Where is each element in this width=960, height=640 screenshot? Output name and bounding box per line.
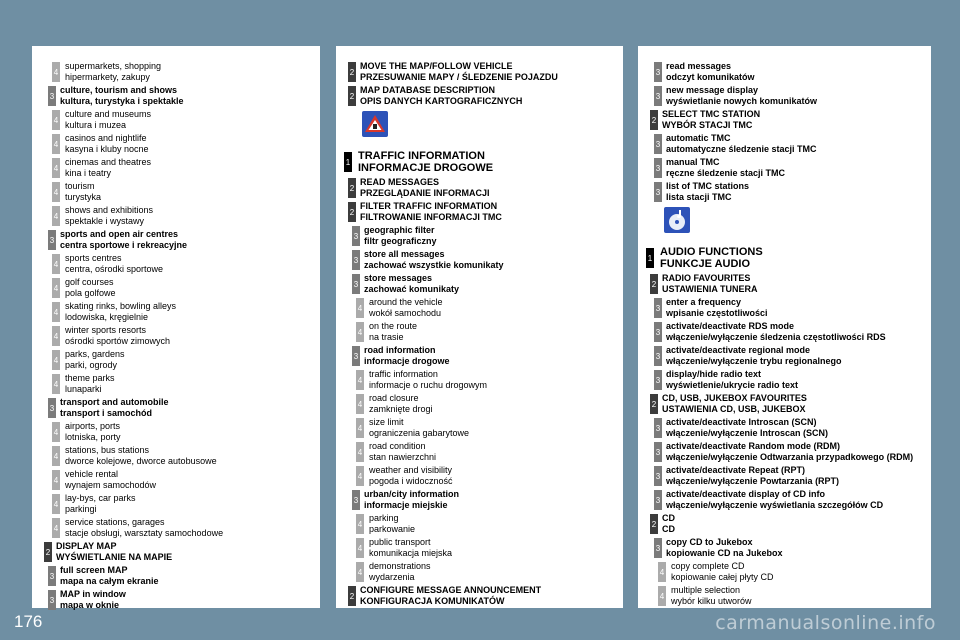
entry-label-en: CONFIGURE MESSAGE ANNOUNCEMENT [360, 585, 542, 595]
entry-label-pl: komunikacja miejska [369, 548, 453, 558]
entry-label-en: service stations, garages [65, 517, 165, 527]
entry-label-pl: włączenie/wyłączenie wyświetlania szczegółów CD [666, 500, 884, 510]
entry-label-en: enter a frequency [666, 297, 742, 307]
level-badge: 4 [52, 518, 60, 538]
entry-label-pl: pola golfowe [65, 288, 116, 298]
menu-entry [638, 584, 931, 608]
menu-entry [638, 368, 931, 392]
index-column-3 [638, 46, 931, 608]
menu-entry [32, 492, 320, 516]
menu-entry [638, 392, 931, 416]
menu-entry [32, 252, 320, 276]
level-badge: 4 [52, 62, 60, 82]
entry-label-pl: zachować wszystkie komunikaty [364, 260, 504, 270]
entry-label-en: size limit [369, 417, 404, 427]
entry-label-en: activate/deactivate Repeat (RPT) [666, 465, 806, 475]
menu-entry [638, 84, 931, 108]
menu-entry [32, 204, 320, 228]
entry-label-pl: zamknięte drogi [369, 404, 433, 414]
entry-label-en: multiple selection [671, 585, 741, 595]
menu-entry [32, 348, 320, 372]
level-badge: 3 [654, 466, 662, 486]
level-badge: 1 [646, 248, 654, 268]
level-badge: 4 [356, 322, 364, 342]
entry-label-en: full screen MAP [60, 565, 128, 575]
entry-label-pl: parkingi [65, 504, 97, 514]
entry-label-en: winter sports resorts [65, 325, 147, 335]
menu-entry [336, 224, 623, 248]
entry-label-pl: mapa na całym ekranie [60, 576, 159, 586]
menu-entry [32, 60, 320, 84]
entry-label-pl: PRZESUWANIE MAPY / ŚLEDZENIE POJAZDU [360, 72, 558, 82]
menu-entry [336, 272, 623, 296]
entry-label-pl: ręczne śledzenie stacji TMC [666, 168, 786, 178]
entry-label-pl: PRZEGLĄDANIE INFORMACJI [360, 188, 490, 198]
menu-entry [638, 296, 931, 320]
entry-label-en: store messages [364, 273, 433, 283]
level-badge: 3 [654, 134, 662, 154]
entry-label-pl: WYBÓR STACJI TMC [662, 120, 753, 130]
level-badge: 2 [44, 542, 52, 562]
level-badge: 3 [654, 298, 662, 318]
menu-entry [32, 300, 320, 324]
entry-label-pl: dworce kolejowe, dworce autobusowe [65, 456, 217, 466]
level-badge: 3 [654, 418, 662, 438]
entry-label-pl: wokół samochodu [369, 308, 442, 318]
menu-entry [638, 560, 931, 584]
entry-label-en: copy CD to Jukebox [666, 537, 753, 547]
level-badge: 4 [356, 370, 364, 390]
menu-entry [336, 560, 623, 584]
level-badge: 4 [52, 302, 60, 322]
entry-label-pl: USTAWIENIA CD, USB, JUKEBOX [662, 404, 806, 414]
level-badge: 2 [348, 86, 356, 106]
entry-label-pl: wydarzenia [369, 572, 415, 582]
entry-label-en: CD [662, 513, 675, 523]
level-badge: 4 [356, 562, 364, 582]
entry-label-en: theme parks [65, 373, 115, 383]
menu-entry [638, 464, 931, 488]
entry-label-pl: włączenie/wyłączenie Introscan (SCN) [666, 428, 829, 438]
entry-label-en: vehicle rental [65, 469, 119, 479]
level-badge: 4 [52, 158, 60, 178]
level-badge: 3 [654, 346, 662, 366]
entry-label-en: automatic TMC [666, 133, 731, 143]
entry-label-pl: informacje drogowe [364, 356, 450, 366]
entry-label-en: store all messages [364, 249, 445, 259]
level-badge: 4 [52, 254, 60, 274]
level-badge: 4 [52, 494, 60, 514]
entry-label-en: read messages [666, 61, 732, 71]
entry-label-en: casinos and nightlife [65, 133, 147, 143]
menu-entry [638, 60, 931, 84]
level-badge: 3 [352, 490, 360, 510]
level-badge: 3 [352, 226, 360, 246]
entry-label-pl: włączenie/wyłączenie Powtarzania (RPT) [666, 476, 840, 486]
entry-label-pl: ośrodki sportów zimowych [65, 336, 171, 346]
entry-label-pl: FUNKCJE AUDIO [660, 258, 751, 270]
menu-entry [32, 324, 320, 348]
entry-label-en: transport and automobile [60, 397, 169, 407]
entry-label-en: copy complete CD [671, 561, 745, 571]
level-badge: 3 [654, 62, 662, 82]
entry-label-pl: CD [662, 524, 675, 534]
entry-label-en: airports, ports [65, 421, 121, 431]
entry-label-pl: spektakle i wystawy [65, 216, 145, 226]
level-badge: 4 [356, 466, 364, 486]
menu-entry [336, 84, 623, 108]
menu-entry [638, 512, 931, 536]
entry-label-en: activate/deactivate RDS mode [666, 321, 795, 331]
entry-label-pl: centra sportowe i rekreacyjne [60, 240, 188, 250]
entry-label-en: stations, bus stations [65, 445, 150, 455]
entry-label-en: around the vehicle [369, 297, 443, 307]
level-badge: 4 [52, 278, 60, 298]
entry-label-pl: na trasie [369, 332, 404, 342]
entry-label-pl: wynajem samochodów [65, 480, 157, 490]
entry-label-en: manual TMC [666, 157, 720, 167]
entry-label-en: DISPLAY MAP [56, 541, 117, 551]
level-badge: 3 [352, 250, 360, 270]
entry-label-en: lay-bys, car parks [65, 493, 136, 503]
entry-label-en: RADIO FAVOURITES [662, 273, 751, 283]
watermark: carmanualsonline.info [715, 612, 936, 634]
menu-entry [336, 512, 623, 536]
menu-entry [638, 246, 931, 272]
level-badge: 2 [348, 62, 356, 82]
entry-label-pl: parki, ogrody [65, 360, 118, 370]
entry-label-pl: FILTROWANIE INFORMACJI TMC [360, 212, 502, 222]
menu-entry [638, 440, 931, 464]
level-badge: 2 [348, 586, 356, 606]
entry-label-pl: wyświetlanie nowych komunikatów [666, 96, 818, 106]
level-badge: 4 [52, 470, 60, 490]
entry-label-en: activate/deactivate regional mode [666, 345, 811, 355]
entry-label-pl: USTAWIENIA TUNERA [662, 284, 758, 294]
entry-label-pl: odczyt komunikatów [666, 72, 755, 82]
menu-entry [32, 132, 320, 156]
entry-label-en: shows and exhibitions [65, 205, 154, 215]
entry-label-pl: WYŚWIETLANIE NA MAPIE [56, 552, 173, 562]
level-badge: 3 [654, 86, 662, 106]
level-badge: 2 [650, 110, 658, 130]
level-badge: 4 [52, 134, 60, 154]
level-badge: 3 [654, 538, 662, 558]
entry-label-pl: informacje o ruchu drogowym [369, 380, 488, 390]
menu-entry [638, 488, 931, 512]
level-badge: 2 [348, 202, 356, 222]
level-badge: 3 [654, 370, 662, 390]
entry-label-en: SELECT TMC STATION [662, 109, 761, 119]
menu-entry [336, 440, 623, 464]
entry-label-en: new message display [666, 85, 759, 95]
entry-label-en: skating rinks, bowling alleys [65, 301, 177, 311]
menu-entry [32, 276, 320, 300]
entry-label-en: road condition [369, 441, 426, 451]
menu-entry [32, 444, 320, 468]
entry-label-pl: wyświetlenie/ukrycie radio text [666, 380, 799, 390]
menu-entry [32, 372, 320, 396]
level-badge: 3 [654, 490, 662, 510]
level-badge: 4 [52, 110, 60, 130]
entry-label-pl: automatyczne śledzenie stacji TMC [666, 144, 817, 154]
menu-entry [336, 60, 623, 84]
menu-entry [638, 416, 931, 440]
entry-label-en: activate/deactivate Introscan (SCN) [666, 417, 817, 427]
entry-label-pl: turystyka [65, 192, 102, 202]
level-badge: 2 [650, 274, 658, 294]
level-badge: 3 [352, 274, 360, 294]
entry-label-en: culture, tourism and shows [60, 85, 178, 95]
entry-label-en: tourism [65, 181, 95, 191]
entry-label-en: READ MESSAGES [360, 177, 440, 187]
menu-entry [32, 84, 320, 108]
menu-entry [336, 248, 623, 272]
level-badge: 4 [356, 394, 364, 414]
entry-label-en: geographic filter [364, 225, 435, 235]
level-badge: 1 [344, 152, 352, 172]
level-badge: 3 [48, 398, 56, 418]
entry-label-en: urban/city information [364, 489, 460, 499]
menu-entry [336, 416, 623, 440]
menu-entry [336, 320, 623, 344]
menu-entry [638, 272, 931, 296]
audio-cd-icon [638, 204, 931, 242]
level-badge: 4 [52, 206, 60, 226]
entry-label-pl: stan nawierzchni [369, 452, 437, 462]
level-badge: 2 [348, 178, 356, 198]
entry-label-en: sports centres [65, 253, 122, 263]
entry-label-en: activate/deactivate display of CD info [666, 489, 826, 499]
menu-entry [32, 396, 320, 420]
entry-label-pl: hipermarkety, zakupy [65, 72, 150, 82]
menu-entry [336, 536, 623, 560]
entry-label-pl: lunaparki [65, 384, 102, 394]
level-badge: 3 [48, 230, 56, 250]
level-badge: 4 [52, 446, 60, 466]
level-badge: 4 [52, 350, 60, 370]
level-badge: 4 [52, 326, 60, 346]
entry-label-pl: wpisanie częstotliwości [666, 308, 768, 318]
level-badge: 3 [654, 158, 662, 178]
menu-entry [638, 132, 931, 156]
entry-label-en: supermarkets, shopping [65, 61, 162, 71]
entry-label-pl: filtr geograficzny [364, 236, 437, 246]
entry-label-en: golf courses [65, 277, 114, 287]
entry-label-pl: lotniska, porty [65, 432, 121, 442]
level-badge: 4 [52, 182, 60, 202]
menu-entry [638, 108, 931, 132]
entry-label-en: display/hide radio text [666, 369, 762, 379]
page-number: 176 [14, 612, 43, 631]
menu-entry [32, 540, 320, 564]
entry-label-pl: kina i teatry [65, 168, 112, 178]
level-badge: 4 [52, 422, 60, 442]
entry-label-en: road information [364, 345, 436, 355]
level-badge: 3 [48, 566, 56, 586]
entry-label-pl: lodowiska, kręgielnie [65, 312, 149, 322]
level-badge: 4 [356, 514, 364, 534]
level-badge: 3 [352, 346, 360, 366]
entry-label-pl: włączenie/wyłączenie Odtwarzania przypadkowego (RDM) [666, 452, 914, 462]
menu-entry [32, 180, 320, 204]
entry-label-en: sports and open air centres [60, 229, 179, 239]
entry-label-pl: kopiowanie całej płyty CD [671, 572, 774, 582]
level-badge: 2 [650, 394, 658, 414]
entry-label-pl: zachować komunikaty [364, 284, 460, 294]
menu-entry [32, 588, 320, 612]
entry-label-en: MAP in window [60, 589, 126, 599]
entry-label-en: demonstrations [369, 561, 431, 571]
entry-label-pl: parkowanie [369, 524, 416, 534]
menu-entry [32, 468, 320, 492]
entry-label-pl: kasyna i kluby nocne [65, 144, 149, 154]
menu-entry [32, 156, 320, 180]
menu-entry [638, 536, 931, 560]
entry-label-pl: lista stacji TMC [666, 192, 732, 202]
menu-entry [336, 176, 623, 200]
entry-label-en: on the route [369, 321, 418, 331]
level-badge: 4 [52, 374, 60, 394]
entry-label-pl: kultura, turystyka i spektakle [60, 96, 184, 106]
menu-entry [336, 200, 623, 224]
entry-label-en: traffic information [369, 369, 438, 379]
level-badge: 2 [650, 514, 658, 534]
entry-label-pl: pogoda i widoczność [369, 476, 453, 486]
entry-label-pl: INFORMACJE DROGOWE [358, 162, 494, 174]
entry-label-pl: stacje obsługi, warsztaty samochodowe [65, 528, 224, 538]
entry-label-en: FILTER TRAFFIC INFORMATION [360, 201, 498, 211]
level-badge: 4 [356, 538, 364, 558]
entry-label-en: public transport [369, 537, 431, 547]
entry-label-pl: włączenie/wyłączenie śledzenia częstotliwości RDS [666, 332, 886, 342]
entry-label-pl: informacje miejskie [364, 500, 448, 510]
level-badge: 4 [356, 298, 364, 318]
entry-label-en: MAP DATABASE DESCRIPTION [360, 85, 496, 95]
menu-entry [32, 420, 320, 444]
entry-label-en: culture and museums [65, 109, 152, 119]
level-badge: 4 [658, 562, 666, 582]
entry-label-en: cinemas and theatres [65, 157, 152, 167]
entry-label-pl: transport i samochód [60, 408, 153, 418]
menu-entry [336, 150, 623, 176]
entry-label-en: MOVE THE MAP/FOLLOW VEHICLE [360, 61, 513, 71]
level-badge: 3 [654, 322, 662, 342]
menu-entry [336, 344, 623, 368]
menu-entry [32, 564, 320, 588]
level-badge: 3 [654, 442, 662, 462]
menu-entry [336, 584, 623, 608]
menu-entry [32, 516, 320, 540]
entry-label-pl: kopiowanie CD na Jukebox [666, 548, 783, 558]
menu-entry [638, 180, 931, 204]
index-column-2 [336, 46, 623, 608]
menu-entry [638, 344, 931, 368]
menu-entry [336, 368, 623, 392]
entry-label-en: road closure [369, 393, 419, 403]
entry-label-en: CD, USB, JUKEBOX FAVOURITES [662, 393, 807, 403]
entry-label-en: list of TMC stations [666, 181, 749, 191]
entry-label-en: activate/deactivate Random mode (RDM) [666, 441, 841, 451]
level-badge: 4 [658, 586, 666, 606]
menu-entry [638, 320, 931, 344]
entry-label-pl: ograniczenia gabarytowe [369, 428, 470, 438]
menu-entry [638, 156, 931, 180]
entry-label-en: AUDIO FUNCTIONS [660, 246, 763, 258]
traffic-warning-icon [336, 108, 623, 146]
menu-entry [336, 392, 623, 416]
level-badge: 3 [48, 590, 56, 610]
menu-entry [32, 228, 320, 252]
entry-label-pl: włączenie/wyłączenie trybu regionalnego [666, 356, 842, 366]
menu-entry [336, 296, 623, 320]
entry-label-pl: KONFIGURACJA KOMUNIKATÓW [360, 596, 505, 606]
entry-label-en: TRAFFIC INFORMATION [358, 150, 485, 162]
index-column-1 [32, 46, 320, 608]
menu-entry [336, 488, 623, 512]
menu-entry [32, 108, 320, 132]
entry-label-en: parks, gardens [65, 349, 125, 359]
entry-label-pl: centra, ośrodki sportowe [65, 264, 164, 274]
entry-label-pl: OPIS DANYCH KARTOGRAFICZNYCH [360, 96, 523, 106]
level-badge: 4 [356, 442, 364, 462]
entry-label-pl: kultura i muzea [65, 120, 127, 130]
entry-label-en: weather and visibility [369, 465, 453, 475]
entry-label-pl: mapa w oknie [60, 600, 120, 610]
entry-label-pl: wybór kilku utworów [671, 596, 752, 606]
level-badge: 4 [356, 418, 364, 438]
menu-entry [336, 464, 623, 488]
level-badge: 3 [48, 86, 56, 106]
level-badge: 3 [654, 182, 662, 202]
entry-label-en: parking [369, 513, 399, 523]
